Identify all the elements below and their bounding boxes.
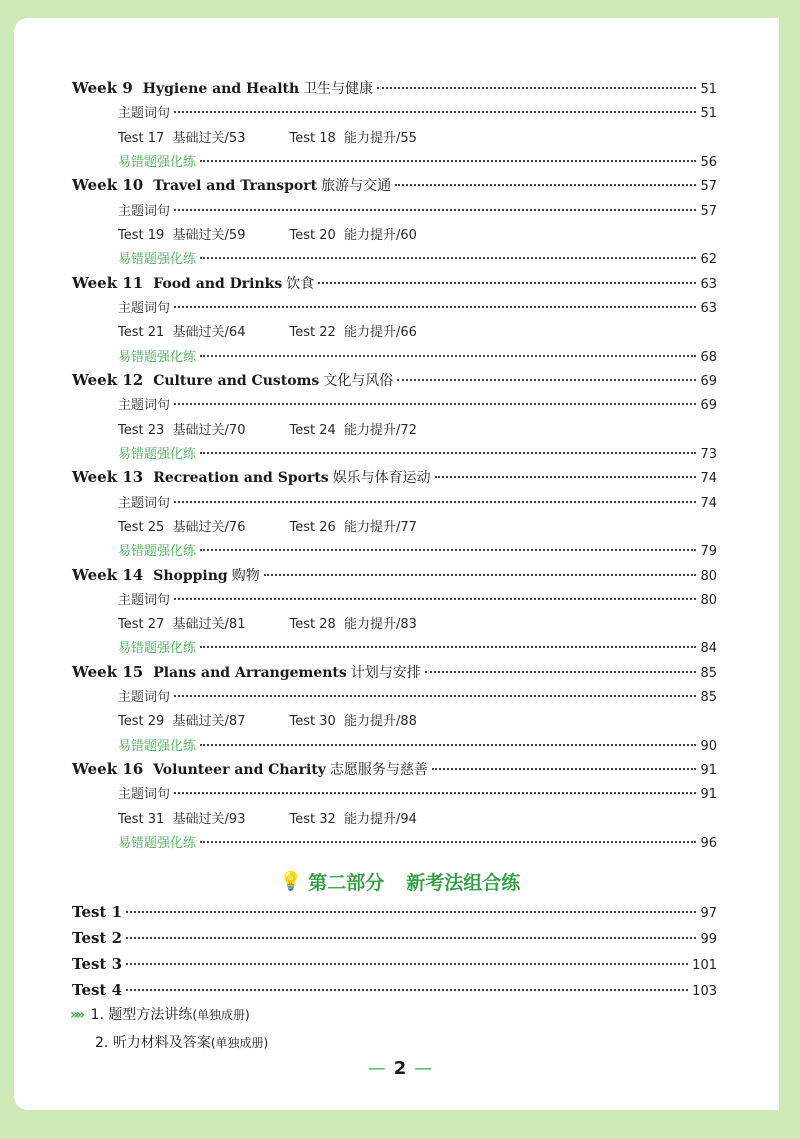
test-name: Test 27 [118,617,165,633]
page-ref: 62 [700,252,717,268]
page-ref: 63 [700,300,717,316]
dot-leader [174,111,696,113]
test-name: Test 19 [118,227,165,243]
week-title: Culture and Customs [153,372,320,389]
part2-heading-title: 新考法组合练 [406,872,521,894]
test-name: Test 26 [289,519,336,535]
test-name: Test 32 [289,811,336,827]
dot-leader [425,671,697,673]
test-name: Test 20 [289,227,336,243]
dot-leader [200,257,696,259]
dot-leader [174,501,696,503]
week-label: Week 15 [72,662,144,681]
test-label: 基础过关/76 [172,519,246,535]
sentences-label: 主题词句 [118,787,171,803]
dot-leader [200,646,696,648]
test-label: 能力提升/55 [344,130,417,146]
test-label: 能力提升/77 [344,519,417,535]
test-label: 能力提升/88 [344,714,417,730]
page-ref: 91 [700,787,717,803]
dot-leader [200,355,696,357]
dot-leader [200,744,696,746]
page-ref: 63 [700,276,717,292]
test-label: 基础过关/93 [172,811,246,827]
lightbulb-icon: 💡 [279,871,303,892]
week-title-cn: 志愿服务与慈善 [329,762,428,779]
dot-leader [264,574,697,576]
sentences-row[interactable] [118,297,717,316]
dot-leader [126,937,696,939]
part2-test-row[interactable] [72,929,717,947]
dot-leader [200,160,696,162]
part2-test-row[interactable] [72,955,717,973]
week-heading-row[interactable] [72,273,717,293]
test-label: 能力提升/60 [344,227,417,243]
test-name: Test 24 [289,422,336,438]
week-title-cn: 饮食 [286,275,315,292]
page-ref: 74 [700,495,717,511]
sentences-label: 主题词句 [118,106,171,122]
test-name: Test 17 [118,130,165,146]
error-practice-row[interactable] [118,346,717,365]
week-title-cn: 文化与风俗 [323,372,394,389]
error-practice-label: 易错题强化练 [118,252,197,268]
week-title-cn: 旅游与交通 [321,178,392,195]
double-chevron-icon: »» [70,1007,83,1023]
sentences-row[interactable] [118,783,717,802]
week-title: Travel and Transport [153,178,318,195]
test-label: 能力提升/83 [344,617,417,633]
sentences-label: 主题词句 [118,203,171,219]
note-item: 2. 听力材料及答案(单独成册) [95,1035,269,1051]
error-practice-row[interactable] [118,735,717,754]
week-label: Week 13 [72,468,144,487]
dot-leader [397,379,696,381]
sentences-row[interactable] [118,394,717,413]
tests-row[interactable] [118,516,417,535]
test-name: Test 31 [118,811,165,827]
tests-row[interactable] [118,321,417,340]
week-label: Week 14 [72,565,144,584]
dot-leader [174,695,696,697]
test-label: 能力提升/72 [344,422,417,438]
page-ref: 85 [700,665,717,681]
page-ref: 51 [700,106,717,122]
test-name: Test 2 [72,929,123,947]
test-name: Test 28 [289,617,336,633]
page-ref: 79 [700,544,717,560]
part2-test-row[interactable] [72,903,717,921]
dot-leader [174,306,696,308]
page-ref: 96 [700,836,717,851]
dot-leader [432,768,697,770]
tests-row[interactable] [118,613,417,632]
week-title-cn: 购物 [231,567,260,584]
week-heading-row[interactable] [72,467,717,487]
page-ref: 103 [692,984,717,999]
test-label: 基础过关/81 [172,617,246,633]
error-practice-row[interactable] [118,248,717,267]
note-item: »» 1. 题型方法讲练(单独成册) [70,1007,250,1023]
page-ref: 90 [700,738,717,754]
test-label: 基础过关/53 [172,130,246,146]
test-name: Test 1 [72,903,123,921]
sentences-row[interactable] [118,200,717,219]
week-title: Shopping [153,567,228,584]
week-label: Week 16 [72,760,144,779]
part2-heading-part: 第二部分 [308,872,385,894]
page-ref: 74 [700,471,717,487]
sentences-row[interactable] [118,686,717,705]
dot-leader [200,841,696,843]
page-ref: 57 [700,203,717,219]
page-ref: 73 [700,446,717,462]
dot-leader [435,476,697,478]
test-name: Test 23 [118,422,165,438]
week-title-cn: 卫生与健康 [303,81,374,97]
error-practice-label: 易错题强化练 [118,836,197,851]
part2-test-row[interactable] [72,981,717,999]
test-label: 基础过关/70 [172,422,246,438]
test-name: Test 3 [72,955,123,973]
sentences-label: 主题词句 [118,398,171,414]
week-title: Food and Drinks [153,275,283,292]
test-name: Test 29 [118,714,165,730]
page-ref: 85 [700,690,717,706]
sentences-label: 主题词句 [118,300,171,316]
week-heading-row[interactable] [72,759,717,779]
page-number: — 2 — [367,1058,433,1079]
week-title: Recreation and Sports [153,470,329,487]
page-ref: 69 [700,373,717,389]
week-title-cn: 计划与安排 [350,664,421,681]
dot-leader [126,963,688,965]
week-title: Plans and Arrangements [153,664,347,681]
week-title: Volunteer and Charity [153,762,326,779]
week-label: Week 10 [72,176,144,195]
week-heading-row[interactable] [72,78,717,98]
dot-leader [377,87,696,89]
week-heading-row[interactable] [72,662,717,682]
test-name: Test 21 [118,325,165,341]
test-label: 能力提升/66 [344,325,417,341]
error-practice-row[interactable] [118,540,717,559]
tests-row[interactable] [118,808,417,827]
week-heading-row[interactable] [72,370,717,390]
test-name: Test 25 [118,519,165,535]
test-name: Test 22 [289,325,336,341]
dot-leader [395,184,696,186]
dot-leader [200,452,696,454]
error-practice-label: 易错题强化练 [118,446,197,462]
page-ref: 56 [700,154,717,170]
dot-leader [174,209,696,211]
tests-row[interactable] [118,419,417,438]
page-ref: 69 [700,398,717,414]
page-ref: 80 [700,568,717,584]
error-practice-row[interactable] [118,637,717,656]
sentences-row[interactable] [118,589,717,608]
tests-row[interactable] [118,127,417,146]
test-label: 基础过关/87 [172,714,246,730]
dot-leader [126,989,688,991]
error-practice-row[interactable] [118,151,717,170]
page-ref: 91 [700,763,717,779]
week-title: Hygiene and Health [142,81,300,97]
week-heading-row[interactable] [72,565,717,585]
page-ref: 97 [700,906,717,921]
dot-leader [318,282,696,284]
week-label: Week 9 [72,79,133,97]
sentences-label: 主题词句 [118,690,171,706]
week-label: Week 12 [72,370,144,389]
test-label: 能力提升/94 [344,811,417,827]
error-practice-label: 易错题强化练 [118,349,197,365]
sentences-label: 主题词句 [118,495,171,511]
dot-leader [174,792,696,794]
test-name: Test 4 [72,981,123,999]
page-ref: 84 [700,641,717,657]
tests-row[interactable] [118,710,417,729]
error-practice-label: 易错题强化练 [118,544,197,560]
test-label: 基础过关/64 [172,325,246,341]
page-ref: 51 [700,82,717,97]
dot-leader [174,598,696,600]
test-label: 基础过关/59 [172,227,246,243]
sentences-row[interactable] [118,102,717,121]
error-practice-row[interactable] [118,443,717,462]
week-title-cn: 娱乐与体育运动 [332,470,431,487]
error-practice-label: 易错题强化练 [118,738,197,754]
page-ref: 101 [692,958,717,973]
dot-leader [174,403,696,405]
test-name: Test 18 [289,130,336,146]
week-heading-row[interactable] [72,175,717,195]
dot-leader [200,549,696,551]
error-practice-label: 易错题强化练 [118,641,197,657]
error-practice-label: 易错题强化练 [118,154,197,170]
page-ref: 57 [700,179,717,195]
page-ref: 80 [700,592,717,608]
test-name: Test 30 [289,714,336,730]
page-ref: 99 [700,932,717,947]
page-ref: 68 [700,349,717,365]
error-practice-row[interactable] [118,832,717,851]
part2-heading [0,868,800,895]
sentences-label: 主题词句 [118,592,171,608]
week-label: Week 11 [72,273,144,292]
tests-row[interactable] [118,224,417,243]
sentences-row[interactable] [118,492,717,511]
dot-leader [126,911,696,913]
